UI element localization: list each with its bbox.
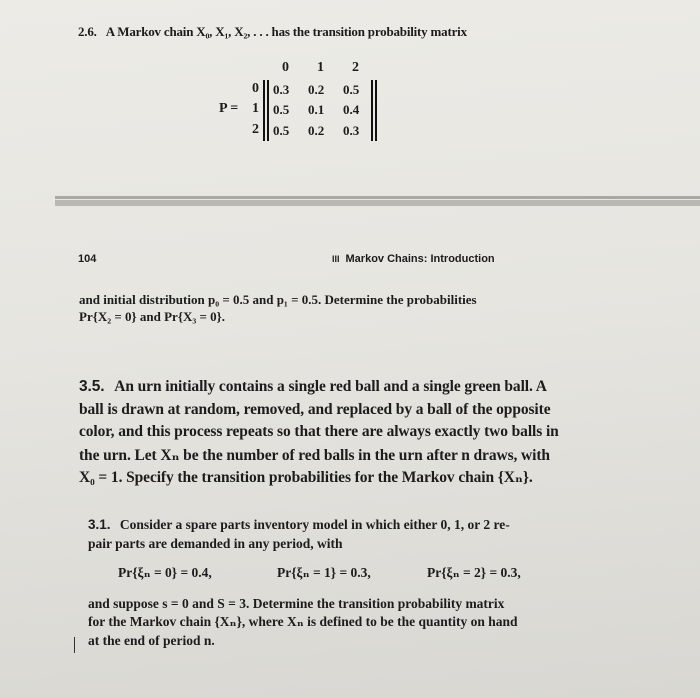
problem-3-5-text: An urn initially contains a single red ball and a single green ball. A: [114, 378, 547, 395]
matrix-label: P =: [219, 101, 239, 116]
problem-3-5-line-5: X₀ = 1. Specify the transition probabilities for the Markov chain {Xₙ}.: [79, 469, 533, 486]
matrix-right-bar-inner: [371, 80, 373, 141]
problem-3-1-line-1: [88, 517, 510, 533]
problem-3-5-line-2: ball is drawn at random, removed, and replaced by a ball of the opposite: [79, 401, 551, 418]
matrix-cell: 0.2: [308, 82, 325, 97]
matrix-cell: 0.3: [273, 82, 290, 97]
demand-prob-1: Pr{ξₙ = 1} = 0.3,: [277, 565, 371, 580]
problem-3-1-text: Consider a spare parts inventory model in which either 0, 1, or 2 re-: [119, 517, 510, 532]
running-title: Markov Chains: Introduction: [345, 253, 495, 265]
matrix-cell: 0.2: [308, 123, 325, 138]
problem-3-5-number: 3.5.: [79, 378, 105, 395]
problem-3-1-line-2: pair parts are demanded in any period, with: [88, 536, 343, 551]
matrix-row-label-1: 1: [252, 101, 259, 116]
matrix-left-bar-outer: [263, 80, 265, 141]
problem-2-6-statement: [78, 24, 467, 40]
matrix-cell: 0.3: [343, 123, 360, 138]
chapter-mark: III: [332, 254, 340, 264]
problem-3-1-line-5: at the end of period n.: [88, 633, 215, 648]
problem-3-5-line-3: color, and this process repeats so that there are always exactly two balls in: [79, 423, 559, 440]
matrix-col-label-0: 0: [282, 60, 289, 75]
problem-3-1-line-4: for the Markov chain {Xₙ}, where Xₙ is defined to be the quantity on hand: [88, 614, 518, 629]
running-header: [332, 253, 495, 265]
matrix-right-bar-outer: [375, 80, 377, 141]
matrix-cell: 0.1: [308, 102, 325, 117]
problem-2-6-text: A Markov chain X₀, X₁, X₂, . . . has the transition probability matrix: [105, 24, 467, 39]
continuation-line-2: Pr{X₂ = 0} and Pr{X₃ = 0}.: [79, 309, 226, 324]
demand-prob-2: Pr{ξₙ = 2} = 0.3,: [427, 565, 521, 580]
demand-prob-0: Pr{ξₙ = 0} = 0.4,: [118, 565, 212, 580]
page-divider-band: [55, 200, 700, 206]
matrix-cell: 0.5: [343, 82, 360, 97]
text-cursor: [74, 637, 75, 653]
problem-3-1-line-3: and suppose s = 0 and S = 3. Determine the transition probability matrix: [88, 596, 505, 611]
problem-3-1-number: 3.1.: [88, 517, 111, 532]
page-number: 104: [78, 253, 97, 265]
matrix-row-label-0: 0: [252, 81, 259, 96]
problem-3-5-line-4: the urn. Let Xₙ be the number of red balls in the urn after n draws, with: [79, 447, 550, 464]
matrix-left-bar-inner: [267, 80, 269, 141]
matrix-cell: 0.4: [343, 102, 360, 117]
problem-3-5-line-1: [79, 378, 547, 396]
matrix-col-label-2: 2: [352, 60, 359, 75]
continuation-line-1: and initial distribution p₀ = 0.5 and p₁ = 0.5. Determine the probabilities: [79, 292, 477, 307]
problem-2-6-number: 2.6.: [78, 24, 97, 39]
page-divider-top: [55, 196, 700, 199]
matrix-cell: 0.5: [273, 123, 290, 138]
matrix-col-label-1: 1: [317, 60, 324, 75]
matrix-cell: 0.5: [273, 102, 290, 117]
matrix-row-label-2: 2: [252, 122, 259, 137]
